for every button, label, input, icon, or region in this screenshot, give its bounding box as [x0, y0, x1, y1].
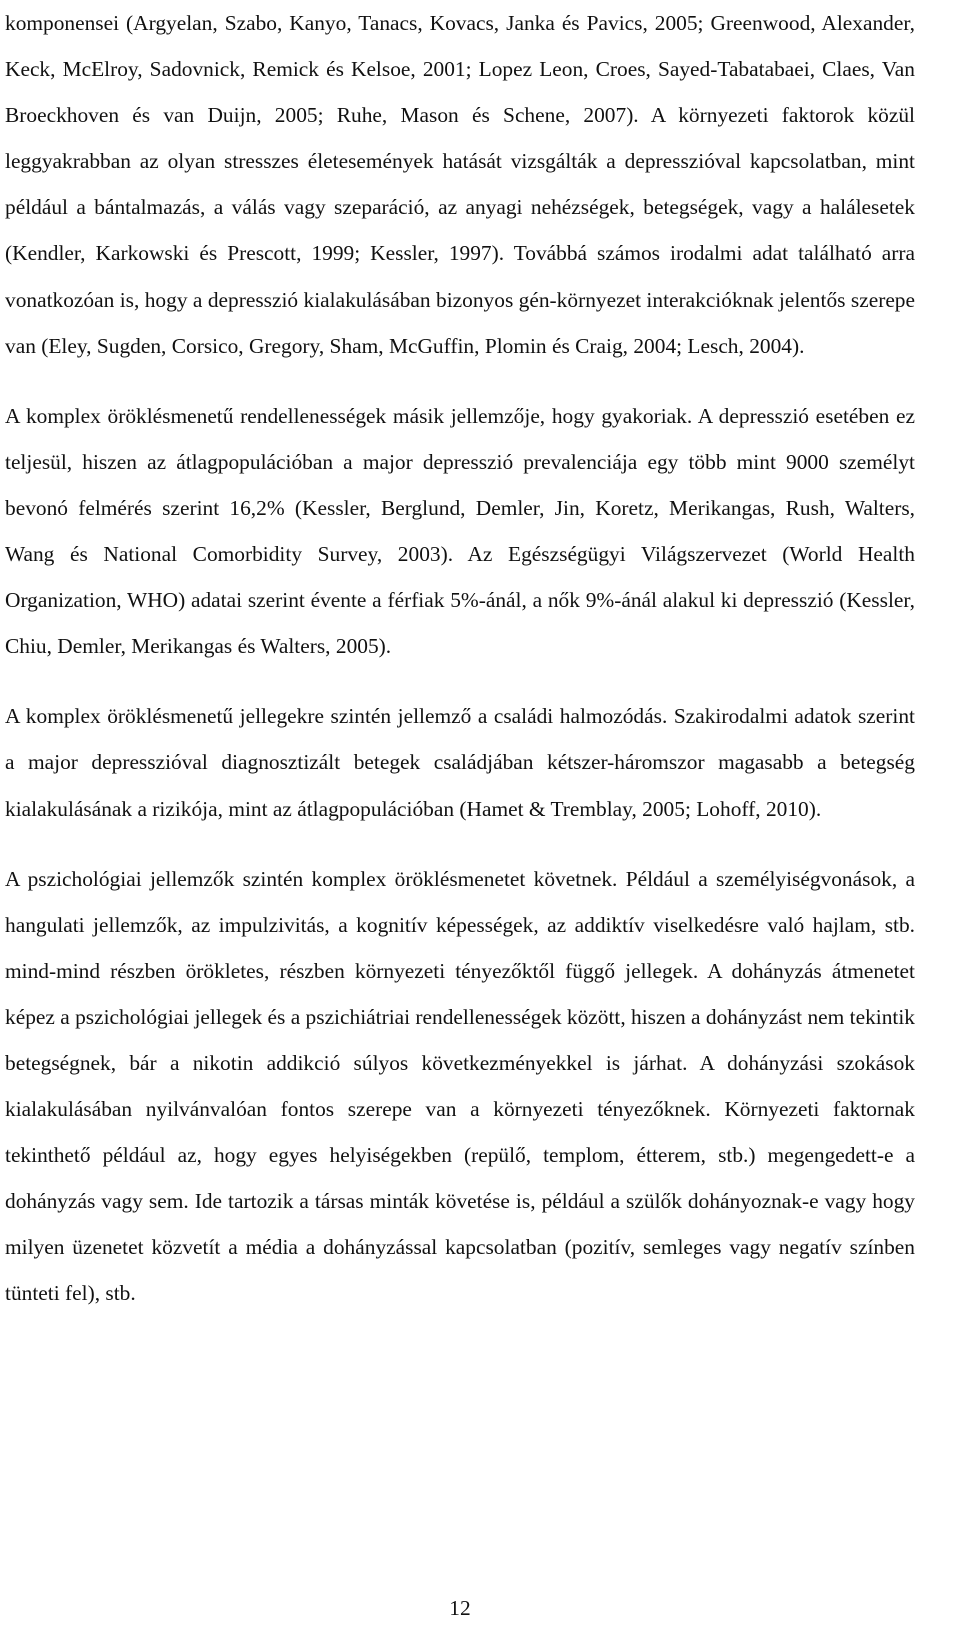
paragraph-3: A komplex öröklésmenetű jellegekre szintén jellemző a családi halmozódás. Szakirodalmi adatok szerint a major depresszióval diagnosztizált betegek családjában kétszer-háromszor magasabb a betegség kialakulásának a rizikója, mint az átlagpopulációban (Hamet & Tremblay, 2005; Lohoff, 2010).	[5, 704, 915, 821]
paragraph-2: A komplex öröklésmenetű rendellenességek másik jellemzője, hogy gyakoriak. A depresszió esetében ez teljesül, hiszen az átlagpopulációban a major depresszió prevalenciája egy több mint 9000 személyt bevonó felmérés szerint 16,2% (Kessler, Berglund, Demler, Jin, Koretz, Merikangas, Rush, Walters, Wang és National Comorbidity Survey, 2003). Az Egészségügyi Világszervezet (World Health Organization, WHO) adatai szerint évente a férfiak 5%-ánál, a nők 9%-ánál alakul ki depresszió (Kessler, Chiu, Demler, Merikangas és Walters, 2005).	[5, 403, 915, 659]
page-number: 12	[449, 1596, 471, 1620]
paragraph-1: komponensei (Argyelan, Szabo, Kanyo, Tanacs, Kovacs, Janka és Pavics, 2005; Greenwood, Alexander, Keck, McElroy, Sadovnick, Remick és Kelsoe, 2001; Lopez Leon, Croes, Sayed-Tabatabaei, Claes, Van Broeckhoven és van Duijn, 2005; Ruhe, Mason és Schene, 2007). A környezeti faktorok közül leggyakrabban az olyan stresszes életesemények hatását vizsgálták a depresszióval kapcsolatban, mint például a bántalmazás, a válás vagy szeparáció, az anyagi nehézségek, betegségek, vagy a halálesetek (Kendler, Karkowski és Prescott, 1999; Kessler, 1997). Továbbá számos irodalmi adat található arra vonatkozóan is, hogy a depresszió kialakulásában bizonyos gén-környezet interakcióknak jelentős szerepe van (Eley, Sugden, Corsico, Gregory, Sham, McGuffin, Plomin és Craig, 2004; Lesch, 2004).	[5, 11, 915, 358]
document-page	[5, 0, 915, 1317]
paragraph-4: A pszichológiai jellemzők szintén komplex öröklésmenetet követnek. Például a személyiségvonások, a hangulati jellemzők, az impulzivitás, a kognitív képességek, az addiktív viselkedésre való hajlam, stb. mind-mind részben örökletes, részben környezeti tényezőktől függő jellegek. A dohányzás átmenetet képez a pszichológiai jellegek és a pszichiátriai rendellenességek között, hiszen a dohányzást nem tekintik betegségnek, bár a nikotin addikció súlyos következményekkel is járhat. A dohányzási szokások kialakulásában nyilvánvalóan fontos szerepe van a környezeti tényezőknek. Környezeti faktornak tekinthető például az, hogy egyes helyiségekben (repülő, templom, étterem, stb.) megengedett-e a dohányzás vagy sem. Ide tartozik a társas minták követése is, például a szülők dohányoznak-e vagy hogy milyen üzenetet közvetít a média a dohányzással kapcsolatban (pozitív, semleges vagy negatív színben tünteti fel), stb.	[5, 866, 915, 1306]
